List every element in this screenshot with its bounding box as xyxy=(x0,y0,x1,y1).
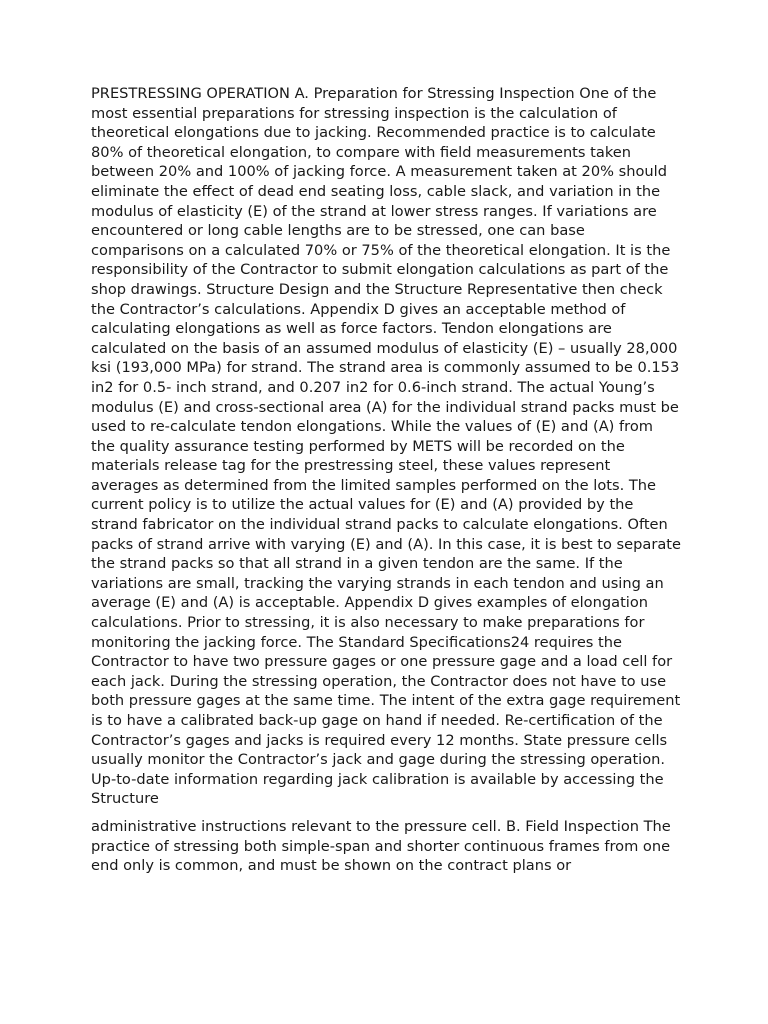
paragraph-1: PRESTRESSING OPERATION A. Preparation for Stressing Inspection One of the most essential preparations for stressing inspection is the calculation of theoretical elongations due to jacking. Recommended practice is to calculate 80% of theoretical elongation, to compare with field measurements taken between 20% and 100% of jacking force. A measurement taken at 20% should eliminate the effect of dead end seating loss, cable slack, and variation in the modulus of elasticity (E) of the strand at lower stress ranges. If variations are encountered or long cable lengths are to be stressed, one can base comparisons on a calculated 70% or 75% of the theoretical elongation. It is the responsibility of the Contractor to submit elongation calculations as part of the shop drawings. Structure Design and the Structure Representative then check the Contractor’s calculations. Appendix D gives an acceptable method of calculating elongations as well as force factors. Tendon elongations are calculated on the basis of an assumed modulus of elasticity (E) – usually 28,000 ksi (193,000 MPa) for strand. The strand area is commonly assumed to be 0.153 in2 for 0.5- inch strand, and 0.207 in2 for 0.6-inch strand. The actual Young’s modulus (E) and cross-sectional area (A) for the individual strand packs must be used to re-calculate tendon elongations. While the values of (E) and (A) from the quality assurance testing performed by METS will be recorded on the materials release tag for the prestressing steel, these values represent averages as determined from the limited samples performed on the lots. The current policy is to utilize the actual values for (E) and (A) provided by the strand fabricator on the individual strand packs to calculate elongations. Often packs of strand arrive with varying (E) and (A). In this case, it is best to separate the strand packs so that all strand in a given tendon are the same. If the variations are small, tracking the varying strands in each tendon and using an average (E) and (A) is acceptable. Appendix D gives examples of elongation calculations. Prior to stressing, it is also necessary to make preparations for monitoring the jacking force. The Standard Specifications24 requires the Contractor to have two pressure gages or one pressure gage and a load cell for each jack. During the stressing operation, the Contractor does not have to use both pressure gages at the same time. The intent of the extra gage requirement is to have a calibrated back-up gage on hand if needed. Re-certification of the Contractor’s gages and jacks is required every 12 months. State pressure cells usually monitor the Contractor’s jack and gage during the stressing operation. Up-to-date information regarding jack calibration is available by accessing the Structure xyxy=(91,85,681,808)
document-page xyxy=(91,84,681,876)
paragraph-2: administrative instructions relevant to the pressure cell. B. Field Inspection The practice of stressing both simple-span and shorter continuous frames from one end only is common, and must be shown on the contract plans or xyxy=(91,817,671,875)
